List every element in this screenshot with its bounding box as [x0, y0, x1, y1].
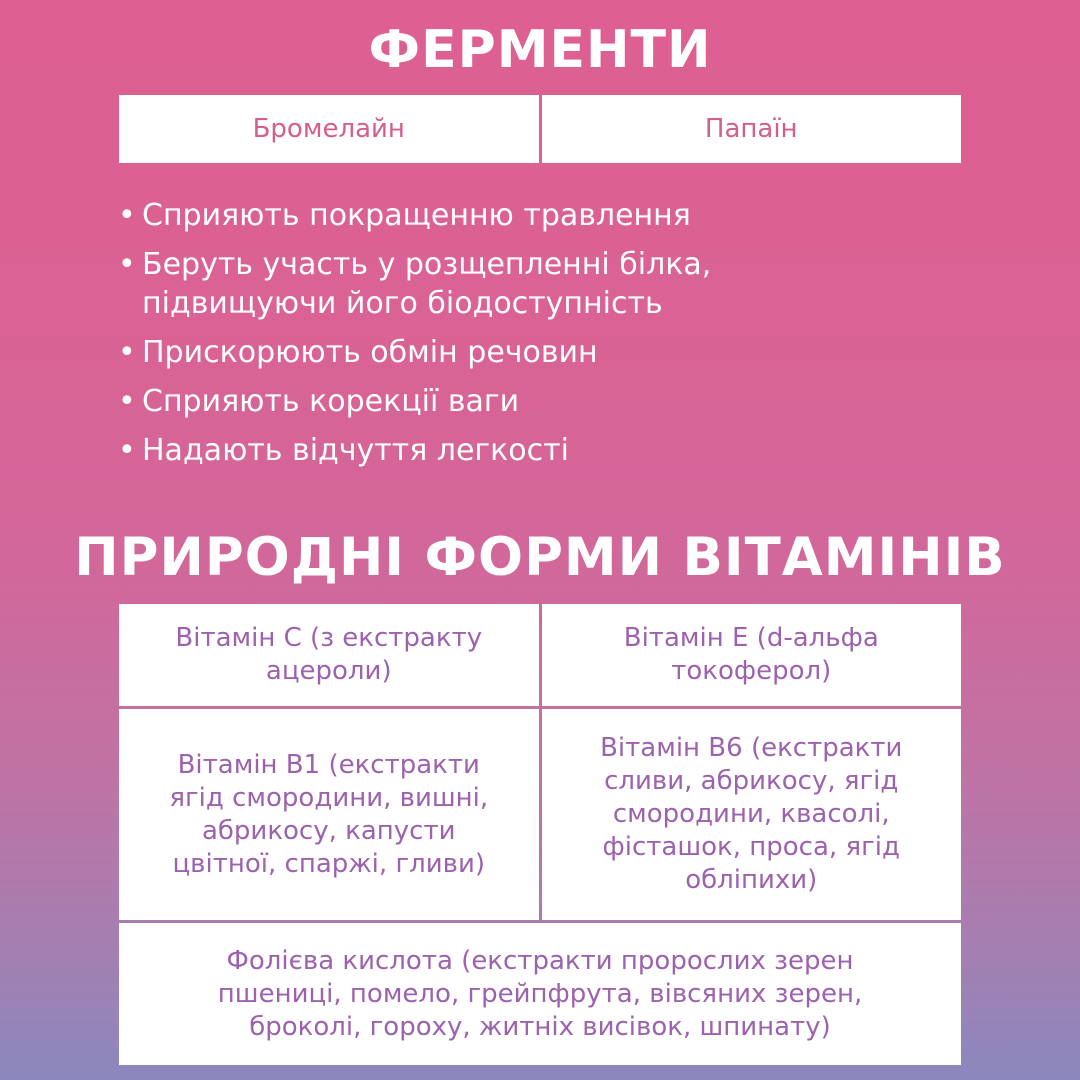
benefit-item-metabolism: [118, 333, 1018, 372]
bullet-icon: •: [118, 247, 136, 282]
vitamins-table: [119, 604, 961, 1065]
bullet-icon: •: [118, 384, 136, 419]
enzymes-title: ФЕРМЕНТИ: [368, 20, 712, 80]
enzyme-cell-bromelain: Бромелайн: [119, 95, 539, 163]
vitamin-cell-b6: Вітамін В6 (екстракти сливи, абрикосу, ягід смородини, квасолі, фісташок, проса, ягід обліпихи): [542, 709, 962, 920]
benefit-item-digestion: [118, 196, 1018, 235]
benefit-text: Прискорюють обмін речовин: [142, 335, 598, 370]
benefit-item-weight: [118, 382, 1018, 421]
benefit-text: Беруть участь у розщепленні білка, підвищуючи його біодоступність: [142, 247, 712, 321]
benefit-text: Сприяють покращенню травлення: [142, 198, 691, 233]
bullet-icon: •: [118, 433, 136, 468]
bullet-icon: •: [118, 335, 136, 370]
bullet-icon: •: [118, 198, 136, 233]
vitamin-cell-e: Вітамін Е (d-альфа токоферол): [542, 604, 962, 706]
vitamin-cell-b1: Вітамін В1 (екстракти ягід смородини, вишні, абрикосу, капусти цвітної, спаржі, гливи): [119, 709, 539, 920]
benefit-item-lightness: [118, 431, 1018, 470]
benefit-text: Сприяють корекції ваги: [142, 384, 520, 419]
vitamin-cell-folic-acid: Фолієва кислота (екстракти пророслих зерен пшениці, помело, грейпфрута, вівсяних зерен, броколі, гороху, житніх висівок, шпинату): [119, 923, 961, 1065]
enzyme-cell-papain: Папаїн: [542, 95, 962, 163]
enzymes-table: [119, 95, 961, 163]
benefits-list: [118, 196, 1018, 480]
vitamins-title: ПРИРОДНІ ФОРМИ ВІТАМІНІВ: [74, 527, 1006, 588]
benefit-text: Надають відчуття легкості: [142, 433, 569, 468]
benefit-item-protein: [118, 245, 1018, 323]
vitamin-cell-c: Вітамін С (з екстракту ацероли): [119, 604, 539, 706]
